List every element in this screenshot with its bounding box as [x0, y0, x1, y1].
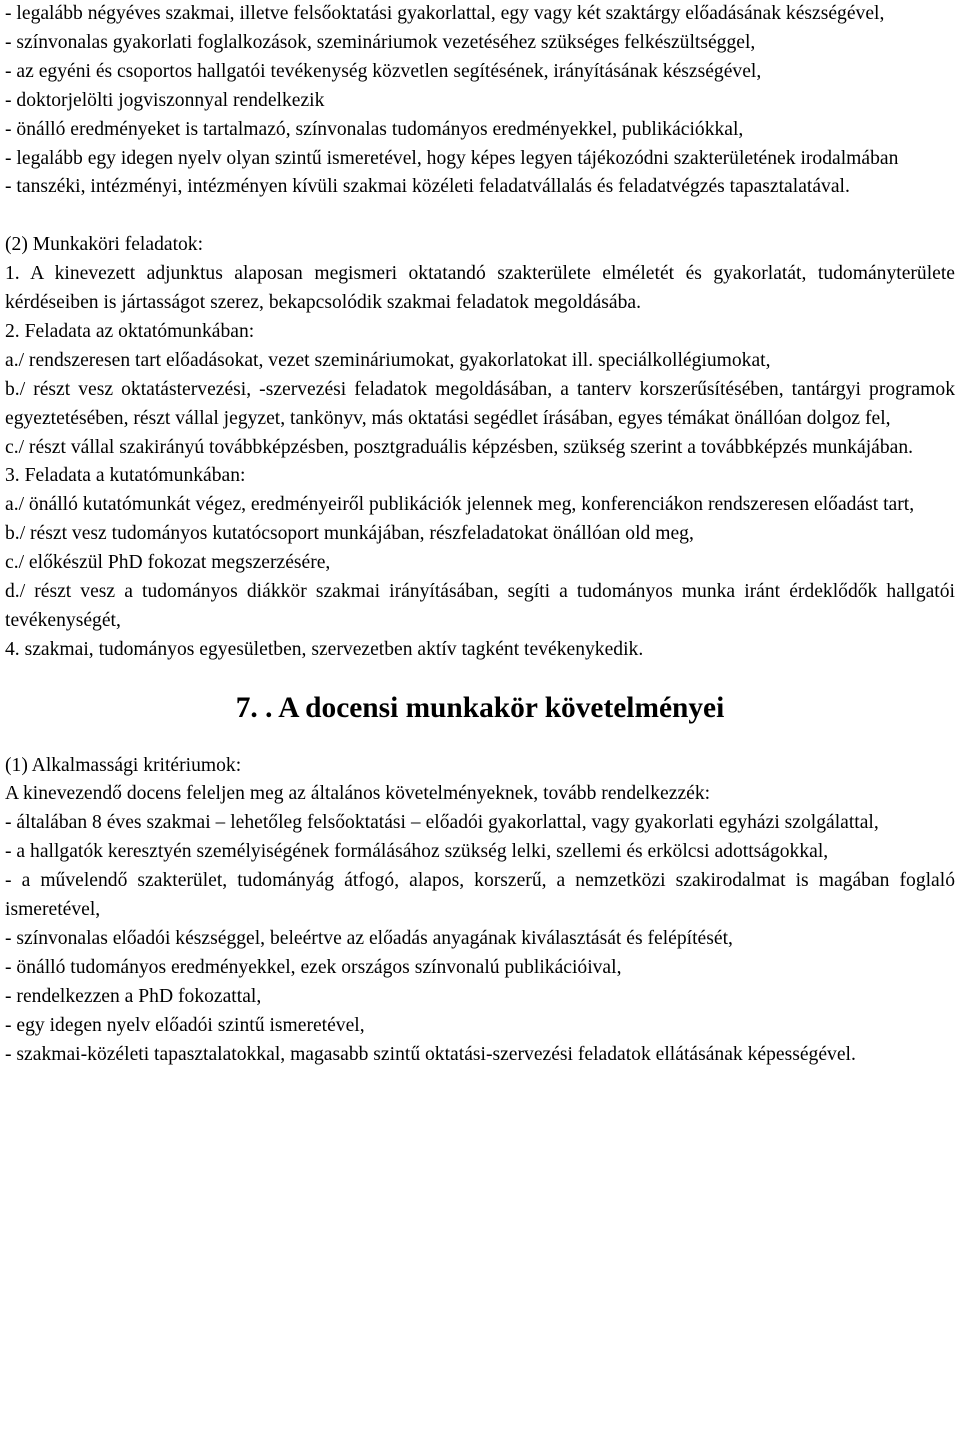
list-item: a./ rendszeresen tart előadásokat, vezet szemináriumokat, gyakorlatokat ill. speciálkollégiumokat,: [5, 349, 771, 371]
list-item: - a hallgatók keresztyén személyiségének formálásához szükség lelki, szellemi és erkölcsi adottságokkal,: [5, 841, 829, 863]
list-item: - színvonalas gyakorlati foglalkozások, szemináriumok vezetéséhez szükséges felkészültséggel,: [5, 31, 756, 53]
requirements-list: [5, 0, 955, 202]
spacer: [5, 202, 955, 231]
docent-requirements-section: [5, 752, 955, 1070]
section-title: (2) Munkaköri feladatok:: [5, 234, 204, 256]
list-item: 2. Feladata az oktatómunkában:: [5, 320, 255, 342]
section-heading: 7. . A docensi munkakör követelményei: [235, 691, 725, 724]
list-item: - egy idegen nyelv előadói szintű ismeretével,: [5, 1014, 365, 1036]
list-item: - tanszéki, intézményi, intézményen kívüli szakmai közéleti feladatvállalás és feladatvégzés tapasztalatával.: [5, 176, 850, 198]
list-item: c./ részt vállal szakirányú továbbképzésben, posztgraduális képzésben, szükség szerint a továbbképzés munkájában.: [5, 436, 914, 458]
list-item: b./ részt vesz oktatástervezési, -szervezési feladatok megoldásában, a tanterv korszerűsítésében, tantárgyi programok egyeztetésében, részt vállal jegyzet, tankönyv, más oktatási segédlet írásában, egyes témákat önállóan dolgoz fel,: [5, 378, 955, 429]
list-item: - színvonalas előadói készséggel, beleértve az előadás anyagának kiválasztását és felépítését,: [5, 927, 733, 949]
document-page: [5, 0, 955, 1069]
list-item: 1. A kinevezett adjunktus alaposan megismeri oktatandó szakterülete elméletét és gyakorlatát, tudományterülete kérdéseiben is jártasságot szerez, bekapcsolódik szakmai feladatok megoldásába.: [5, 263, 955, 314]
list-item: - legalább négyéves szakmai, illetve felsőoktatási gyakorlattal, egy vagy két szaktárgy előadásának készségével,: [5, 3, 885, 24]
list-item: b./ részt vesz tudományos kutatócsoport munkájában, részfeladatokat önállóan old meg,: [5, 523, 694, 545]
list-item: - rendelkezzen a PhD fokozattal,: [5, 985, 262, 1007]
spacer: [5, 665, 955, 694]
spacer: [5, 723, 955, 752]
list-item: - legalább egy idegen nyelv olyan szintű ismeretével, hogy képes legyen tájékozódni szakterületének irodalmában: [5, 147, 899, 169]
list-item: - önálló eredményeket is tartalmazó, színvonalas tudományos eredményekkel, publikációkkal,: [5, 118, 744, 140]
list-item: - szakmai-közéleti tapasztalatokkal, magasabb szintű oktatási-szervezési feladatok ellátásának képességével.: [5, 1043, 856, 1065]
list-item: - a művelendő szakterület, tudományág átfogó, alapos, korszerű, a nemzetközi szakirodalmat is magában foglaló ismeretével,: [5, 870, 955, 921]
list-item: c./ előkészül PhD fokozat megszerzésére,: [5, 552, 331, 574]
list-item: - általában 8 éves szakmai ⎯ lehetőleg felsőoktatási ⎯ előadói gyakorlattal, vagy gyakorlati egyházi szolgálattal,: [5, 812, 879, 834]
list-item: - doktorjelölti jogviszonnyal rendelkezik: [5, 89, 325, 111]
list-item: a./ önálló kutatómunkát végez, eredményeiről publikációk jelennek meg, konferenciákon rendszeresen előadást tart,: [5, 494, 915, 516]
section-title: (1) Alkalmassági kritériumok:: [5, 754, 242, 776]
list-item: 4. szakmai, tudományos egyesületben, szervezetben aktív tagként tevékenykedik.: [5, 638, 644, 660]
list-item: - az egyéni és csoportos hallgatói tevékenység közvetlen segítésének, irányításának készségével,: [5, 60, 762, 82]
list-item: d./ részt vesz a tudományos diákkör szakmai irányításában, segíti a tudományos munka iránt érdeklődők hallgatói tevékenységét,: [5, 581, 955, 632]
duties-section: [5, 231, 955, 665]
list-item: 3. Feladata a kutatómunkában:: [5, 465, 246, 487]
list-item: - önálló tudományos eredményekkel, ezek országos színvonalú publikációival,: [5, 956, 622, 978]
intro-text: A kinevezendő docens feleljen meg az általános követelményeknek, tovább rendelkezzék:: [5, 783, 711, 805]
